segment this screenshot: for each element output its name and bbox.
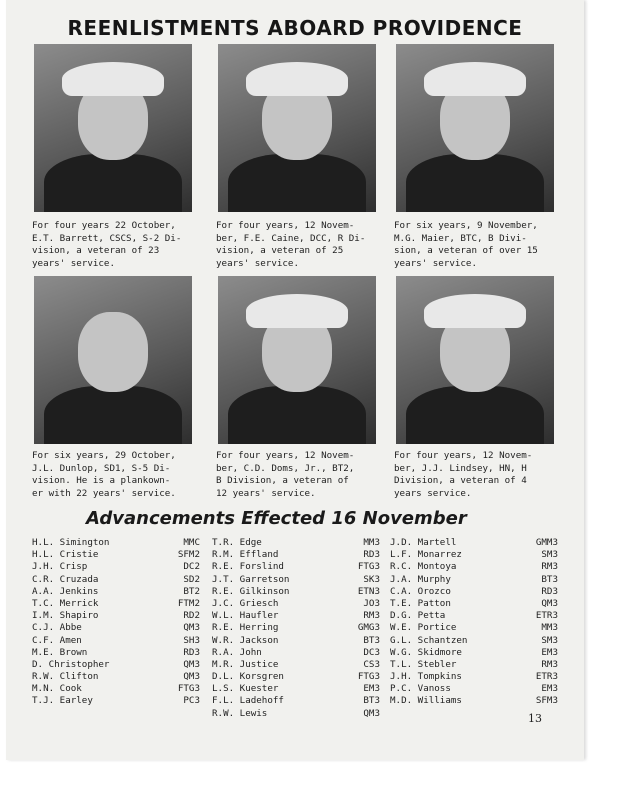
advancement-rate: BT2 xyxy=(183,585,200,597)
page-number: 13 xyxy=(528,712,542,725)
advancement-rate: BT3 xyxy=(541,573,558,585)
advancement-rate: PC3 xyxy=(183,695,200,707)
advancement-row xyxy=(212,635,380,647)
advancement-row xyxy=(32,537,200,549)
advancement-rate: ETN3 xyxy=(357,585,380,597)
advancement-rate: FTG3 xyxy=(177,683,200,695)
advancement-row xyxy=(212,610,380,622)
advancement-row xyxy=(32,574,200,586)
advancement-name: A.A. Jenkins xyxy=(32,585,99,597)
photo-lindsey xyxy=(396,276,554,444)
advancement-rate: GMG3 xyxy=(357,622,380,634)
advancement-name: R.E. Herring xyxy=(212,622,279,634)
advancement-row xyxy=(390,635,558,647)
advancement-name: C.R. Cruzada xyxy=(32,573,99,585)
advancement-row xyxy=(212,683,380,695)
advancement-rate: DC3 xyxy=(363,646,380,658)
advancement-name: W.G. Skidmore xyxy=(390,646,462,658)
advancement-rate: MMC xyxy=(183,537,200,548)
advancement-row xyxy=(390,695,558,707)
caption-lindsey: For four years, 12 Novem- ber, J.J. Lindsey, HN, H Division, a veteran of 4 years service. xyxy=(394,450,533,499)
page-title: REENLISTMENTS ABOARD PROVIDENCE xyxy=(67,16,523,40)
advancement-rate: ETR3 xyxy=(535,671,558,683)
advancement-name: C.J. Abbe xyxy=(32,622,82,634)
advancement-name: J.T. Garretson xyxy=(212,573,290,585)
advancements-column-3 xyxy=(390,537,558,708)
advancement-rate: RM3 xyxy=(363,610,380,622)
advancement-row xyxy=(390,671,558,683)
advancement-row xyxy=(32,695,200,707)
advancement-name: R.W. Lewis xyxy=(212,707,268,719)
photo-barrett xyxy=(34,44,192,212)
advancement-rate: EM3 xyxy=(363,683,380,695)
advancement-name: C.A. Orozco xyxy=(390,585,451,597)
advancement-rate: RD3 xyxy=(183,646,200,658)
advancements-column-2 xyxy=(212,537,380,720)
advancement-name: M.D. Williams xyxy=(390,695,462,707)
advancement-row xyxy=(390,647,558,659)
advancement-row xyxy=(390,574,558,586)
photo-maier xyxy=(396,44,554,212)
advancement-row xyxy=(390,659,558,671)
advancement-rate: BT3 xyxy=(363,634,380,646)
advancement-row xyxy=(32,635,200,647)
advancement-name: M.R. Justice xyxy=(212,658,279,670)
advancement-name: R.E. Gilkinson xyxy=(212,585,290,597)
advancement-name: R.C. Montoya xyxy=(390,561,457,573)
advancement-name: M.E. Brown xyxy=(32,646,88,658)
advancement-row xyxy=(212,586,380,598)
advancement-rate: EM3 xyxy=(541,683,558,695)
advancement-row xyxy=(32,561,200,573)
advancement-name: G.L. Schantzen xyxy=(390,634,468,646)
advancement-rate: GMM3 xyxy=(535,537,558,548)
advancement-row xyxy=(32,586,200,598)
advancement-name: T.E. Patton xyxy=(390,597,451,609)
advancement-rate: FTG3 xyxy=(357,561,380,573)
advancement-name: R.M. Effland xyxy=(212,549,279,561)
photo-dunlop xyxy=(34,276,192,444)
photo-caine xyxy=(218,44,376,212)
advancement-name: D.L. Korsgren xyxy=(212,671,284,683)
advancement-name: D. Christopher xyxy=(32,658,110,670)
advancement-rate: QM3 xyxy=(183,671,200,683)
advancement-row xyxy=(212,708,380,720)
advancement-name: C.F. Amen xyxy=(32,634,82,646)
advancement-rate: SD2 xyxy=(183,573,200,585)
advancement-rate: MM3 xyxy=(541,622,558,634)
advancement-name: W.E. Portice xyxy=(390,622,457,634)
advancement-rate: FTG3 xyxy=(357,671,380,683)
caption-dunlop: For six years, 29 October, J.L. Dunlop, SD1, S-5 Di- vision. He is a plankown- er with 22 years' service. xyxy=(32,450,176,499)
advancement-rate: RM3 xyxy=(541,658,558,670)
advancement-row xyxy=(212,549,380,561)
advancement-row xyxy=(390,561,558,573)
advancement-rate: BT3 xyxy=(363,695,380,707)
advancement-row xyxy=(390,537,558,549)
advancement-name: W.R. Jackson xyxy=(212,634,279,646)
advancement-rate: RD3 xyxy=(541,585,558,597)
advancement-rate: SFM3 xyxy=(535,695,558,707)
advancement-name: R.W. Clifton xyxy=(32,671,99,683)
advancement-rate: SM3 xyxy=(541,634,558,646)
advancement-row xyxy=(32,671,200,683)
advancement-name: L.F. Monarrez xyxy=(390,549,462,561)
advancements-column-1 xyxy=(32,537,200,708)
advancement-row xyxy=(390,622,558,634)
advancement-name: W.L. Haufler xyxy=(212,610,279,622)
advancement-name: T.L. Stebler xyxy=(390,658,457,670)
advancement-row xyxy=(212,537,380,549)
advancement-name: J.D. Martell xyxy=(390,537,457,548)
advancement-row xyxy=(390,683,558,695)
advancement-rate: QM3 xyxy=(183,658,200,670)
advancement-rate: SK3 xyxy=(363,573,380,585)
document-page xyxy=(6,0,584,760)
advancement-name: J.A. Murphy xyxy=(390,573,451,585)
advancement-name: J.H. Crisp xyxy=(32,561,88,573)
advancement-rate: DC2 xyxy=(183,561,200,573)
advancement-name: P.C. Vanoss xyxy=(390,683,451,695)
advancement-rate: SM3 xyxy=(541,549,558,561)
advancement-name: R.E. Forslind xyxy=(212,561,284,573)
advancement-name: J.C. Griesch xyxy=(212,597,279,609)
advancement-rate: JO3 xyxy=(363,597,380,609)
advancement-rate: MM3 xyxy=(363,537,380,548)
advancement-row xyxy=(212,659,380,671)
caption-maier: For six years, 9 November, M.G. Maier, BTC, B Divi- sion, a veteran of over 15 years' service. xyxy=(394,220,538,269)
advancement-row xyxy=(32,598,200,610)
photo-doms xyxy=(218,276,376,444)
advancement-row xyxy=(212,561,380,573)
advancement-row xyxy=(32,659,200,671)
advancement-rate: ETR3 xyxy=(535,610,558,622)
advancement-name: H.L. Cristie xyxy=(32,549,99,561)
advancement-name: T.C. Merrick xyxy=(32,597,99,609)
advancement-row xyxy=(390,586,558,598)
advancement-row xyxy=(32,549,200,561)
advancement-name: H.L. Simington xyxy=(32,537,110,548)
advancement-name: D.G. Petta xyxy=(390,610,446,622)
advancement-row xyxy=(32,647,200,659)
advancement-name: I.M. Shapiro xyxy=(32,610,99,622)
advancement-row xyxy=(212,574,380,586)
advancement-row xyxy=(212,695,380,707)
advancement-name: T.R. Edge xyxy=(212,537,262,548)
advancement-rate: EM3 xyxy=(541,646,558,658)
advancement-row xyxy=(212,671,380,683)
advancement-name: F.L. Ladehoff xyxy=(212,695,284,707)
caption-caine: For four years, 12 Novem- ber, F.E. Caine, DCC, R Di- vision, a veteran of 25 years' service. xyxy=(216,220,366,269)
advancement-rate: QM3 xyxy=(541,597,558,609)
advancements-heading: Advancements Effected 16 November xyxy=(86,508,467,529)
advancement-row xyxy=(212,622,380,634)
advancement-rate: RM3 xyxy=(541,561,558,573)
advancement-row xyxy=(32,610,200,622)
advancement-rate: QM3 xyxy=(183,622,200,634)
caption-doms: For four years, 12 Novem- ber, C.D. Doms, Jr., BT2, B Division, a veteran of 12 years' service. xyxy=(216,450,355,499)
advancement-row xyxy=(390,549,558,561)
advancement-rate: SFM2 xyxy=(177,549,200,561)
advancement-name: L.S. Kuester xyxy=(212,683,279,695)
advancement-name: T.J. Earley xyxy=(32,695,93,707)
advancement-rate: CS3 xyxy=(363,658,380,670)
advancement-row xyxy=(32,622,200,634)
advancement-row xyxy=(390,610,558,622)
advancement-rate: SH3 xyxy=(183,634,200,646)
advancement-row xyxy=(212,647,380,659)
advancement-row xyxy=(390,598,558,610)
advancement-row xyxy=(32,683,200,695)
advancement-rate: QM3 xyxy=(363,707,380,719)
advancement-name: M.N. Cook xyxy=(32,683,82,695)
advancement-rate: RD3 xyxy=(363,549,380,561)
advancement-name: J.H. Tompkins xyxy=(390,671,462,683)
advancement-name: R.A. John xyxy=(212,646,262,658)
advancement-rate: RD2 xyxy=(183,610,200,622)
advancement-row xyxy=(212,598,380,610)
advancement-rate: FTM2 xyxy=(177,597,200,609)
caption-barrett: For four years 22 October, E.T. Barrett, CSCS, S-2 Di- vision, a veteran of 23 years' service. xyxy=(32,220,182,269)
